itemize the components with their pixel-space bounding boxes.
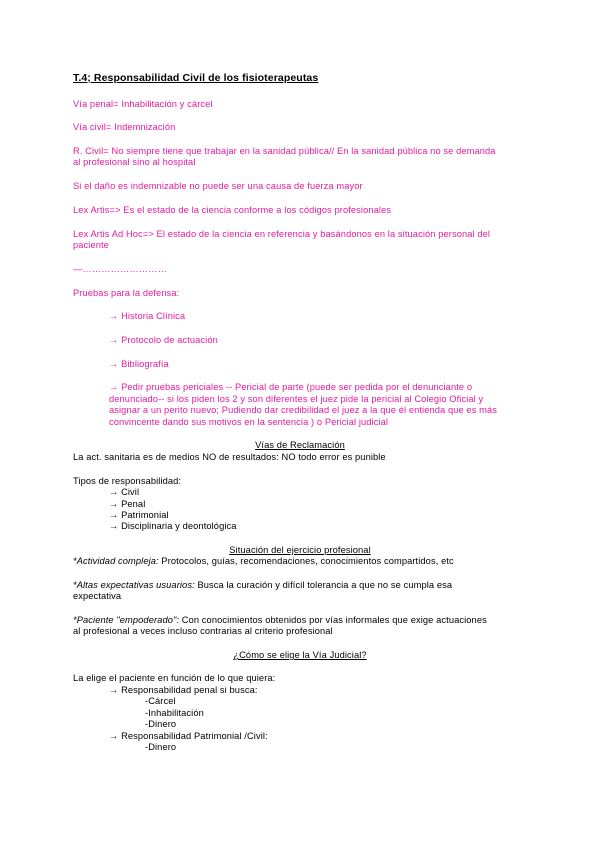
judicial-patrimonial: → Responsabilidad Patrimonial /Civil: [109, 731, 268, 741]
dano-line: Si el daño es indemnizable no puede ser una causa de fuerza mayor [73, 181, 363, 191]
situacion-p1 [73, 556, 454, 567]
pruebas-title: Pruebas para la defensa: [73, 288, 180, 298]
tipo-item: → Patrimonial [109, 510, 169, 520]
tipo-item: → Penal [109, 499, 146, 509]
periciales-line-2: denunciado-- si los piden los 2 y son diferentes el juez pide la pericial al Colegio Oficial y [109, 394, 484, 404]
pruebas-item: → Bibliografía [109, 359, 169, 369]
tipo-item: → Civil [109, 487, 140, 497]
situacion-p2-text2: expectativa [73, 591, 122, 601]
situacion-p3-label: *Paciente "empoderado": [73, 615, 180, 625]
separator-line: —……………………… [73, 264, 167, 274]
pruebas-item: → Protocolo de actuación [109, 335, 218, 345]
periciales-line-3: asignar a un perito nuevo; Pudiendo dar credibilidad el juez a la que él entienda que es más [109, 405, 498, 415]
situacion-p3 [73, 615, 487, 626]
periciales-line-1: → Pedir pruebas periciales -- Pericial de parte (puede ser pedida por el denunciante o [109, 382, 473, 392]
situacion-p2-label: *Altas expectativas usuarios: [73, 580, 195, 590]
situacion-p1-text: Protocolos, guías, recomendaciones, conocimientos compartidos, etc [158, 556, 454, 566]
lex-adhoc-line-2: paciente [73, 240, 109, 250]
periciales-line-4: convincente dando sus motivos en la sentencia ) o Pericial judicial [109, 417, 389, 427]
r-civil-line-2: al profesional sino al hospital [73, 157, 196, 167]
reclamacion-heading: Vías de Reclamación [255, 440, 345, 450]
judicial-heading: ¿Cómo se elige la Vía Judicial? [233, 650, 367, 660]
lex-adhoc-line-1: Lex Artis Ad Hoc=> El estado de la ciencia en referencia y basándonos en la situación personal del [73, 229, 491, 239]
lex-artis-line: Lex Artis=> Es el estado de la ciencia conforme a los códigos profesionales [73, 205, 392, 215]
penal-item: -Cárcel [145, 696, 176, 706]
penal-item: -Inhabilitación [145, 708, 204, 718]
tipos-title: Tipos de responsabilidad: [73, 476, 182, 486]
document-title: T.4; Responsabilidad Civil de los fisioterapeutas [73, 72, 319, 84]
situacion-p3-text2: al profesional a veces incluso contrarias al criterio profesional [73, 626, 333, 636]
situacion-heading: Situación del ejercicio profesional [229, 545, 371, 555]
judicial-penal: → Responsabilidad penal si busca: [109, 685, 258, 695]
via-penal-line: Vía penal= Inhabilitación y cárcel [73, 99, 213, 109]
situacion-p2-text: Busca la curación y difícil tolerancia a que no se cumpla esa [194, 580, 453, 590]
penal-item: -Dinero [145, 719, 177, 729]
r-civil-line-1: R. Civil= No siempre tiene que trabajar en la sanidad pública// En la sanidad pública no se demanda [73, 146, 496, 156]
reclamacion-line: La act. sanitaria es de medios NO de resultados: NO todo error es punible [73, 452, 386, 462]
situacion-p3-text: Con conocimientos obtenidos por vías informales que exige actuaciones [179, 615, 487, 625]
situacion-p2 [73, 580, 452, 591]
pruebas-item: → Historia Clínica [109, 311, 186, 321]
situacion-p1-label: *Actividad compleja: [73, 556, 159, 566]
patrimonial-item: -Dinero [145, 742, 177, 752]
judicial-intro: La elige el paciente en función de lo que quiera: [73, 673, 276, 683]
via-civil-line: Vía civil= Indemnización [73, 122, 176, 132]
tipo-item: → Disciplinaria y deontológica [109, 521, 237, 531]
